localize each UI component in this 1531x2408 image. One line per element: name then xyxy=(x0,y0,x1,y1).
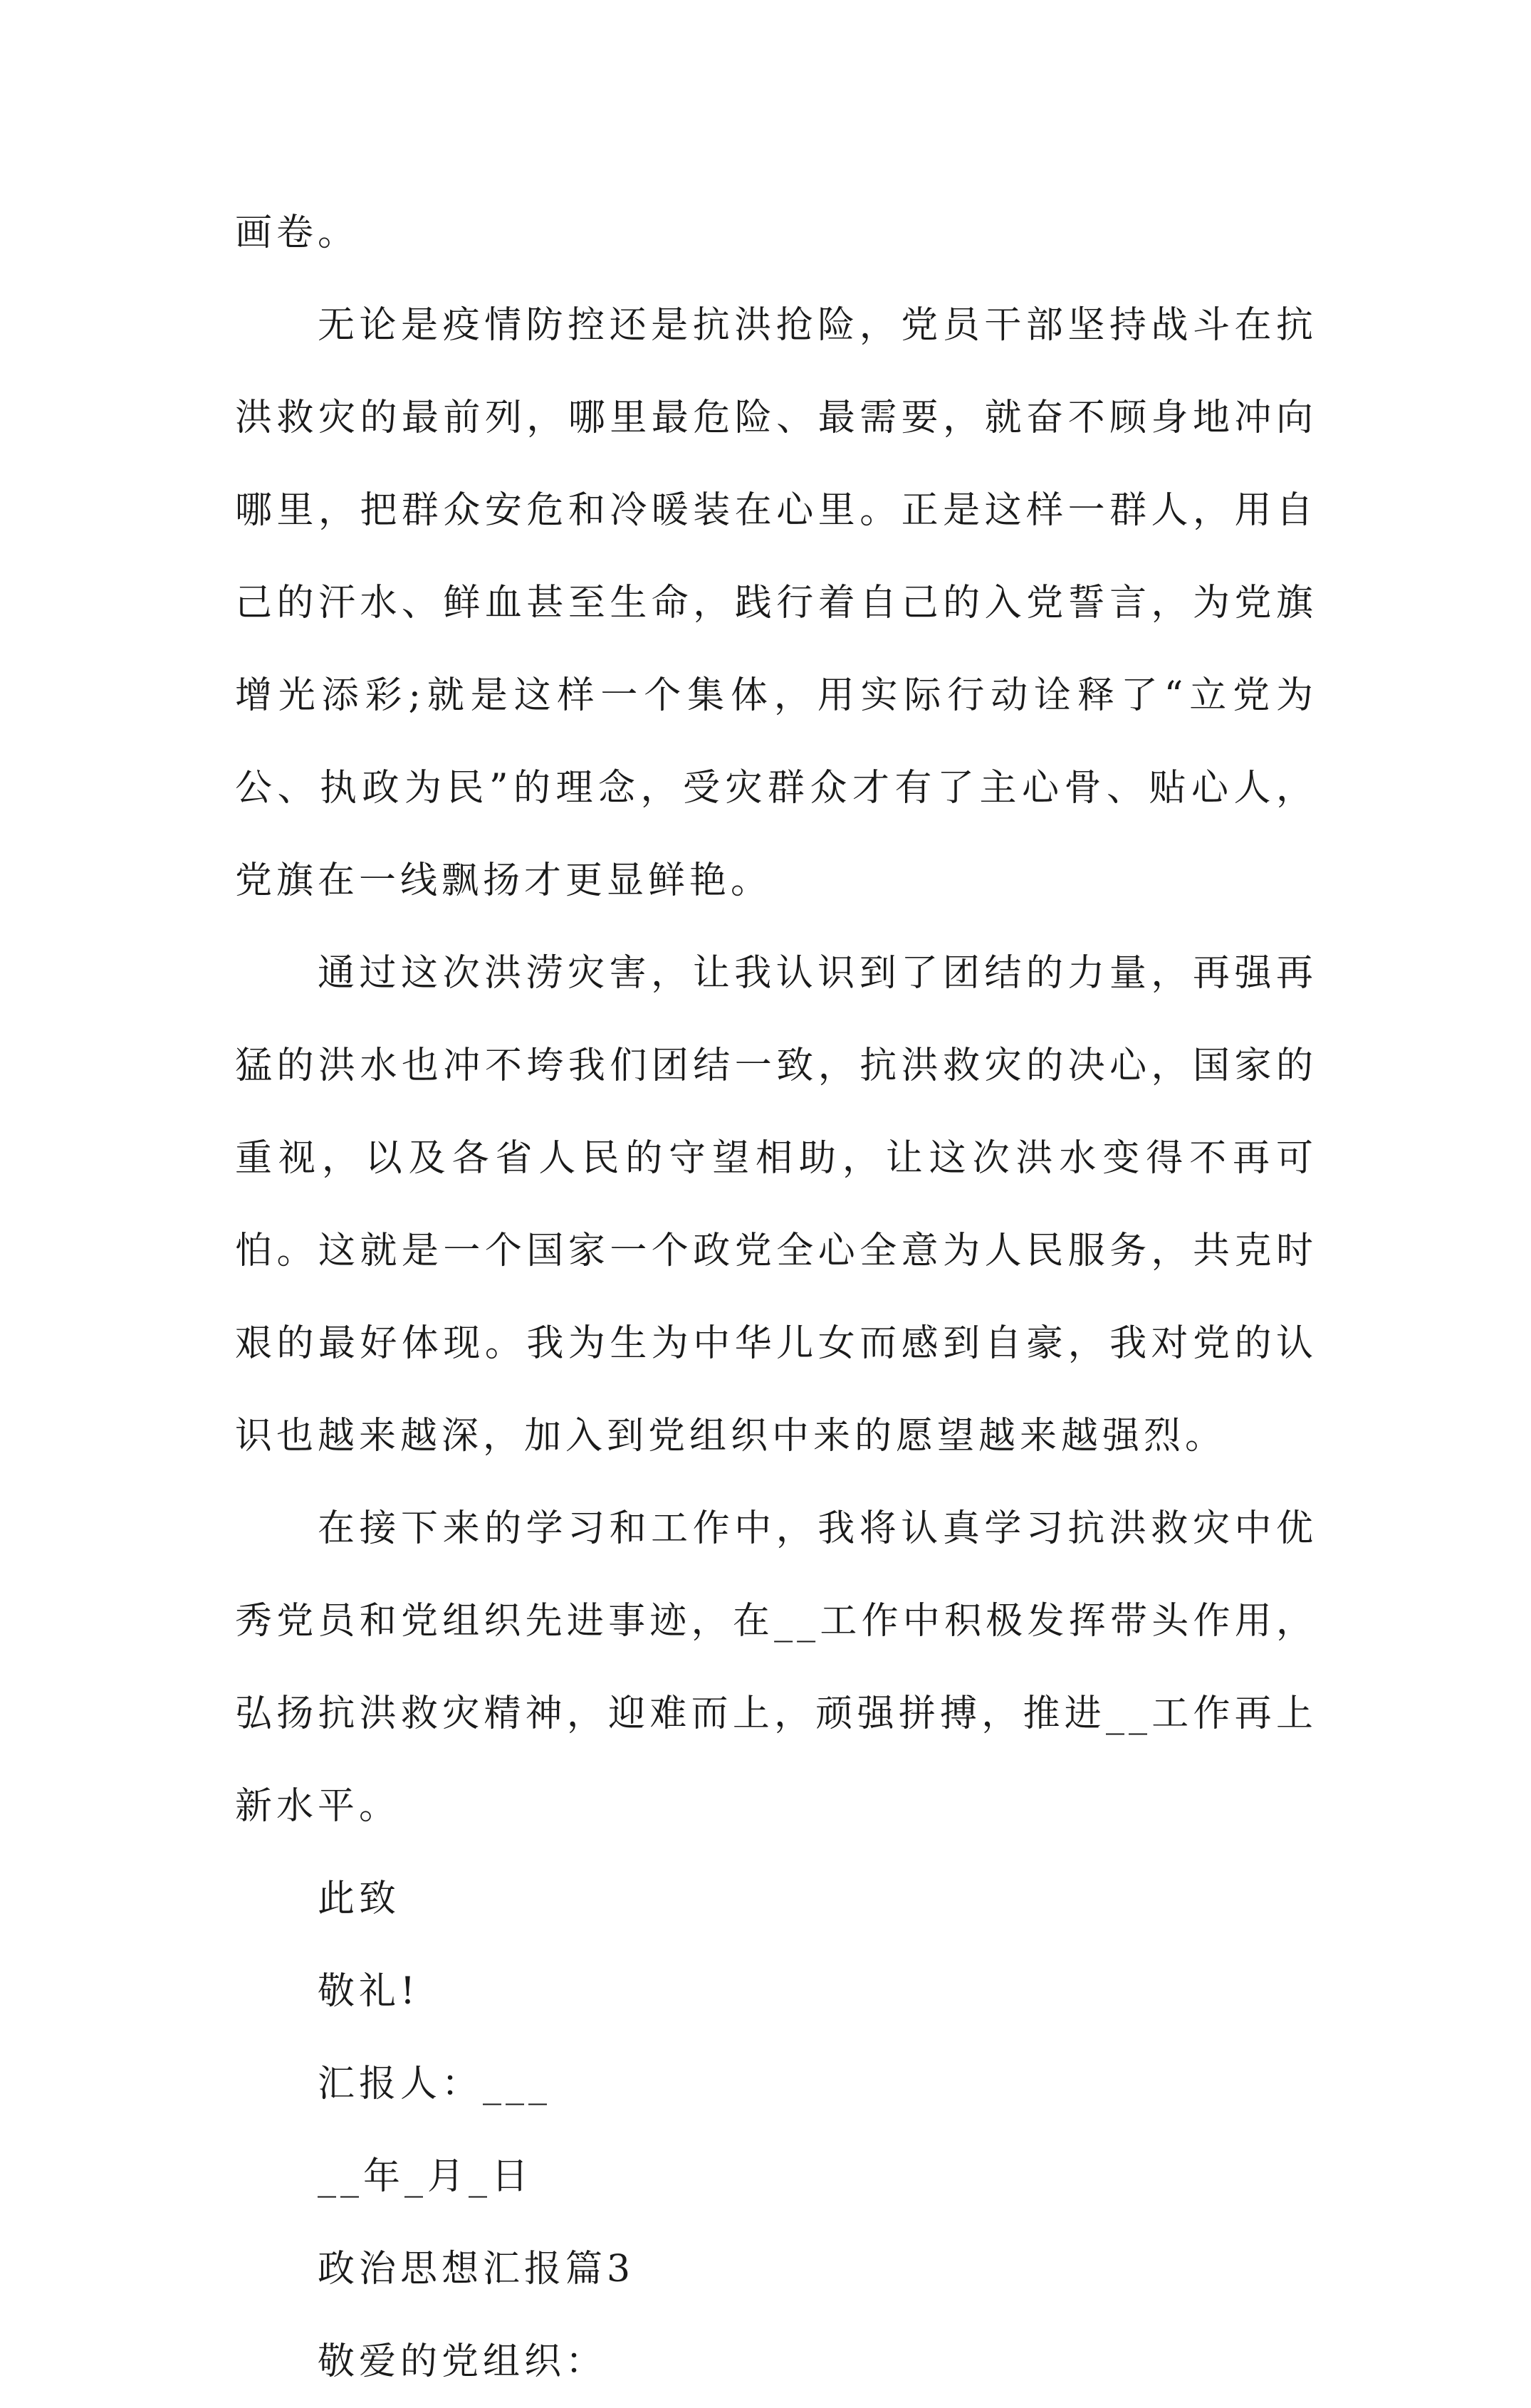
reporter-line: 汇报人：___ xyxy=(318,2063,552,2105)
closing-salutation: 此致 xyxy=(318,1878,401,1920)
paragraph-party-members: 无论是疫情防控还是抗洪抢险，党员干部坚持战斗在抗洪救灾的最前列，哪里最危险、最需要，就奋不顾身地冲向哪里，把群众安危和冷暖装在心里。正是这样一群人，用自己的汗水、鲜血甚至生命，践行着自己的入党誓言，为党旗增光添彩;就是这样一个集体，用实际行动诠释了“立党为公、执政为民”的理念，受灾群众才有了主心骨、贴心人，党旗在一线飘扬才更显鲜艳。 xyxy=(235,304,1317,902)
paragraph-continuation: 画卷。 xyxy=(235,211,360,254)
section-greeting: 敬爱的党组织： xyxy=(318,2340,607,2383)
paragraph-unity: 通过这次洪涝灾害，让我认识到了团结的力量，再强再猛的洪水也冲不垮我们团结一致，抗洪救灾的决心，国家的重视，以及各省人民的守望相助，让这次洪水变得不再可怕。这就是一个国家一个政党全心全意为人民服务，共克时艰的最好体现。我为生为中华儿女而感到自豪，我对党的认识也越来越深，加入到党组织中来的愿望越来越强烈。 xyxy=(235,952,1317,1457)
paragraph-commitment: 在接下来的学习和工作中，我将认真学习抗洪救灾中优秀党员和党组织先进事迹，在__工作中积极发挥带头作用，弘扬抗洪救灾精神，迎难而上，顽强拼搏，推进__工作再上新水平。 xyxy=(235,1507,1317,1828)
document-body xyxy=(235,187,1317,2408)
closing-regards: 敬礼! xyxy=(318,1970,419,2013)
section-title: 政治思想汇报篇3 xyxy=(318,2248,635,2291)
date-line: __年_月_日 xyxy=(318,2155,533,2198)
